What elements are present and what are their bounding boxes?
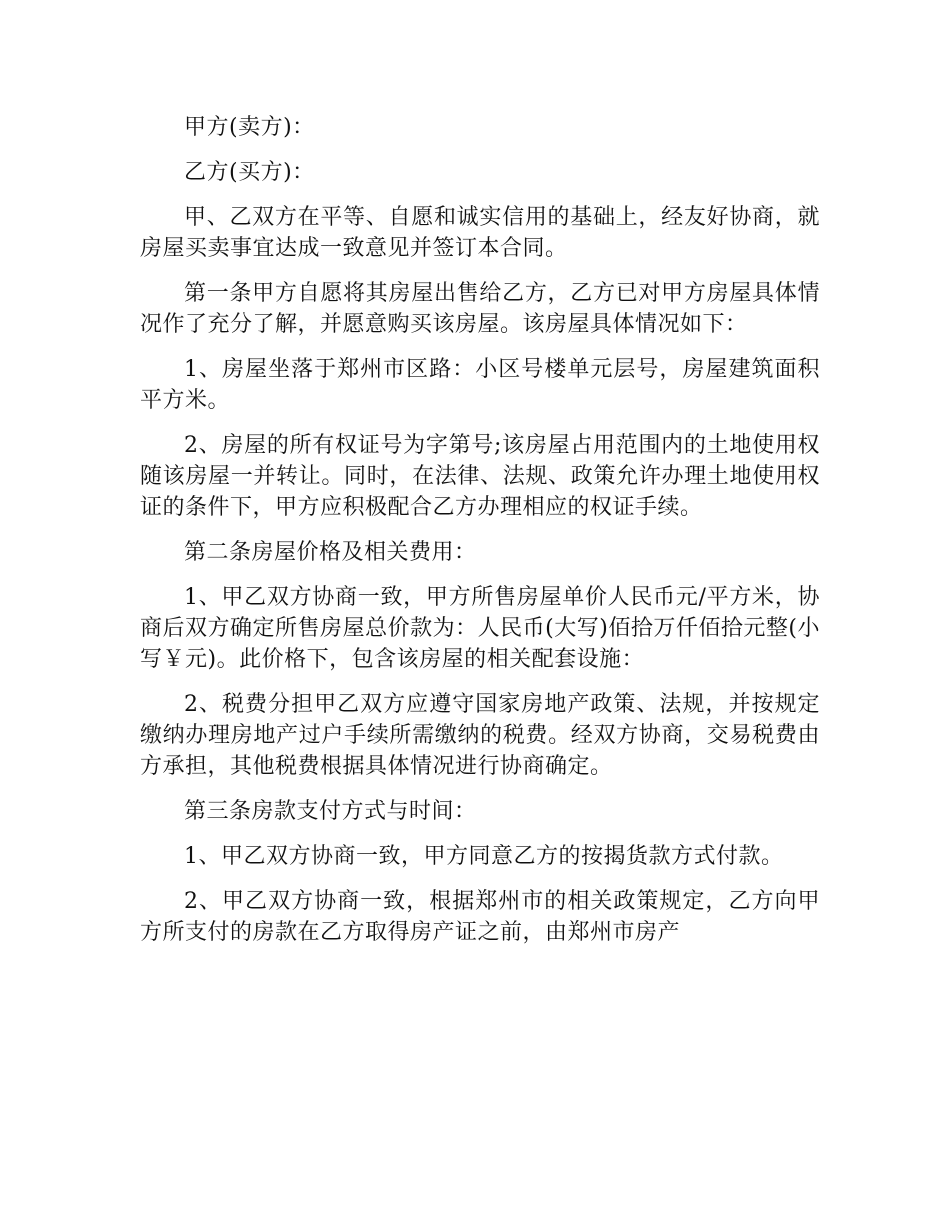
article-1-heading: 第一条甲方自愿将其房屋出售给乙方，乙方已对甲方房屋具体情况作了充分了解，并愿意购买该房屋。该房屋具体情况如下：	[140, 281, 820, 337]
article-3-item-2: 2、甲乙双方协商一致，根据郑州市的相关政策规定，乙方向甲方所支付的房款在乙方取得房产证之前，由郑州市房产	[140, 889, 820, 945]
party-a-line: 甲方(卖方)：	[184, 115, 315, 140]
article-1-item-2: 2、房屋的所有权证号为字第号;该房屋占用范围内的土地使用权随该房屋一并转让。同时，在法律、法规、政策允许办理土地使用权证的条件下，甲方应积极配合乙方办理相应的权证手续。	[140, 433, 820, 520]
article-3-heading: 第三条房款支付方式与时间：	[184, 799, 477, 824]
preamble-paragraph: 甲、乙双方在平等、自愿和诚实信用的基础上，经友好协商，就房屋买卖事宜达成一致意见并签订本合同。	[140, 205, 820, 261]
article-2-item-2: 2、税费分担甲乙双方应遵守国家房地产政策、法规，并按规定缴纳办理房地产过户手续所需缴纳的税费。经双方协商，交易税费由方承担，其他税费根据具体情况进行协商确定。	[140, 692, 820, 779]
article-3-item-1: 1、甲乙双方协商一致，甲方同意乙方的按揭货款方式付款。	[184, 844, 784, 869]
article-1-item-1: 1、房屋坐落于郑州市区路：小区号楼单元层号，房屋建筑面积平方米。	[140, 357, 820, 413]
article-2-heading: 第二条房屋价格及相关费用：	[184, 540, 477, 565]
article-2-item-1: 1、甲乙双方协商一致，甲方所售房屋单价人民币元/平方米，协商后双方确定所售房屋总价款为：人民币(大写)佰拾万仟佰拾元整(小写￥元)。此价格下，包含该房屋的相关配套设施：	[140, 585, 820, 672]
party-b-line: 乙方(买方)：	[184, 160, 315, 185]
contract-body	[140, 112, 820, 962]
